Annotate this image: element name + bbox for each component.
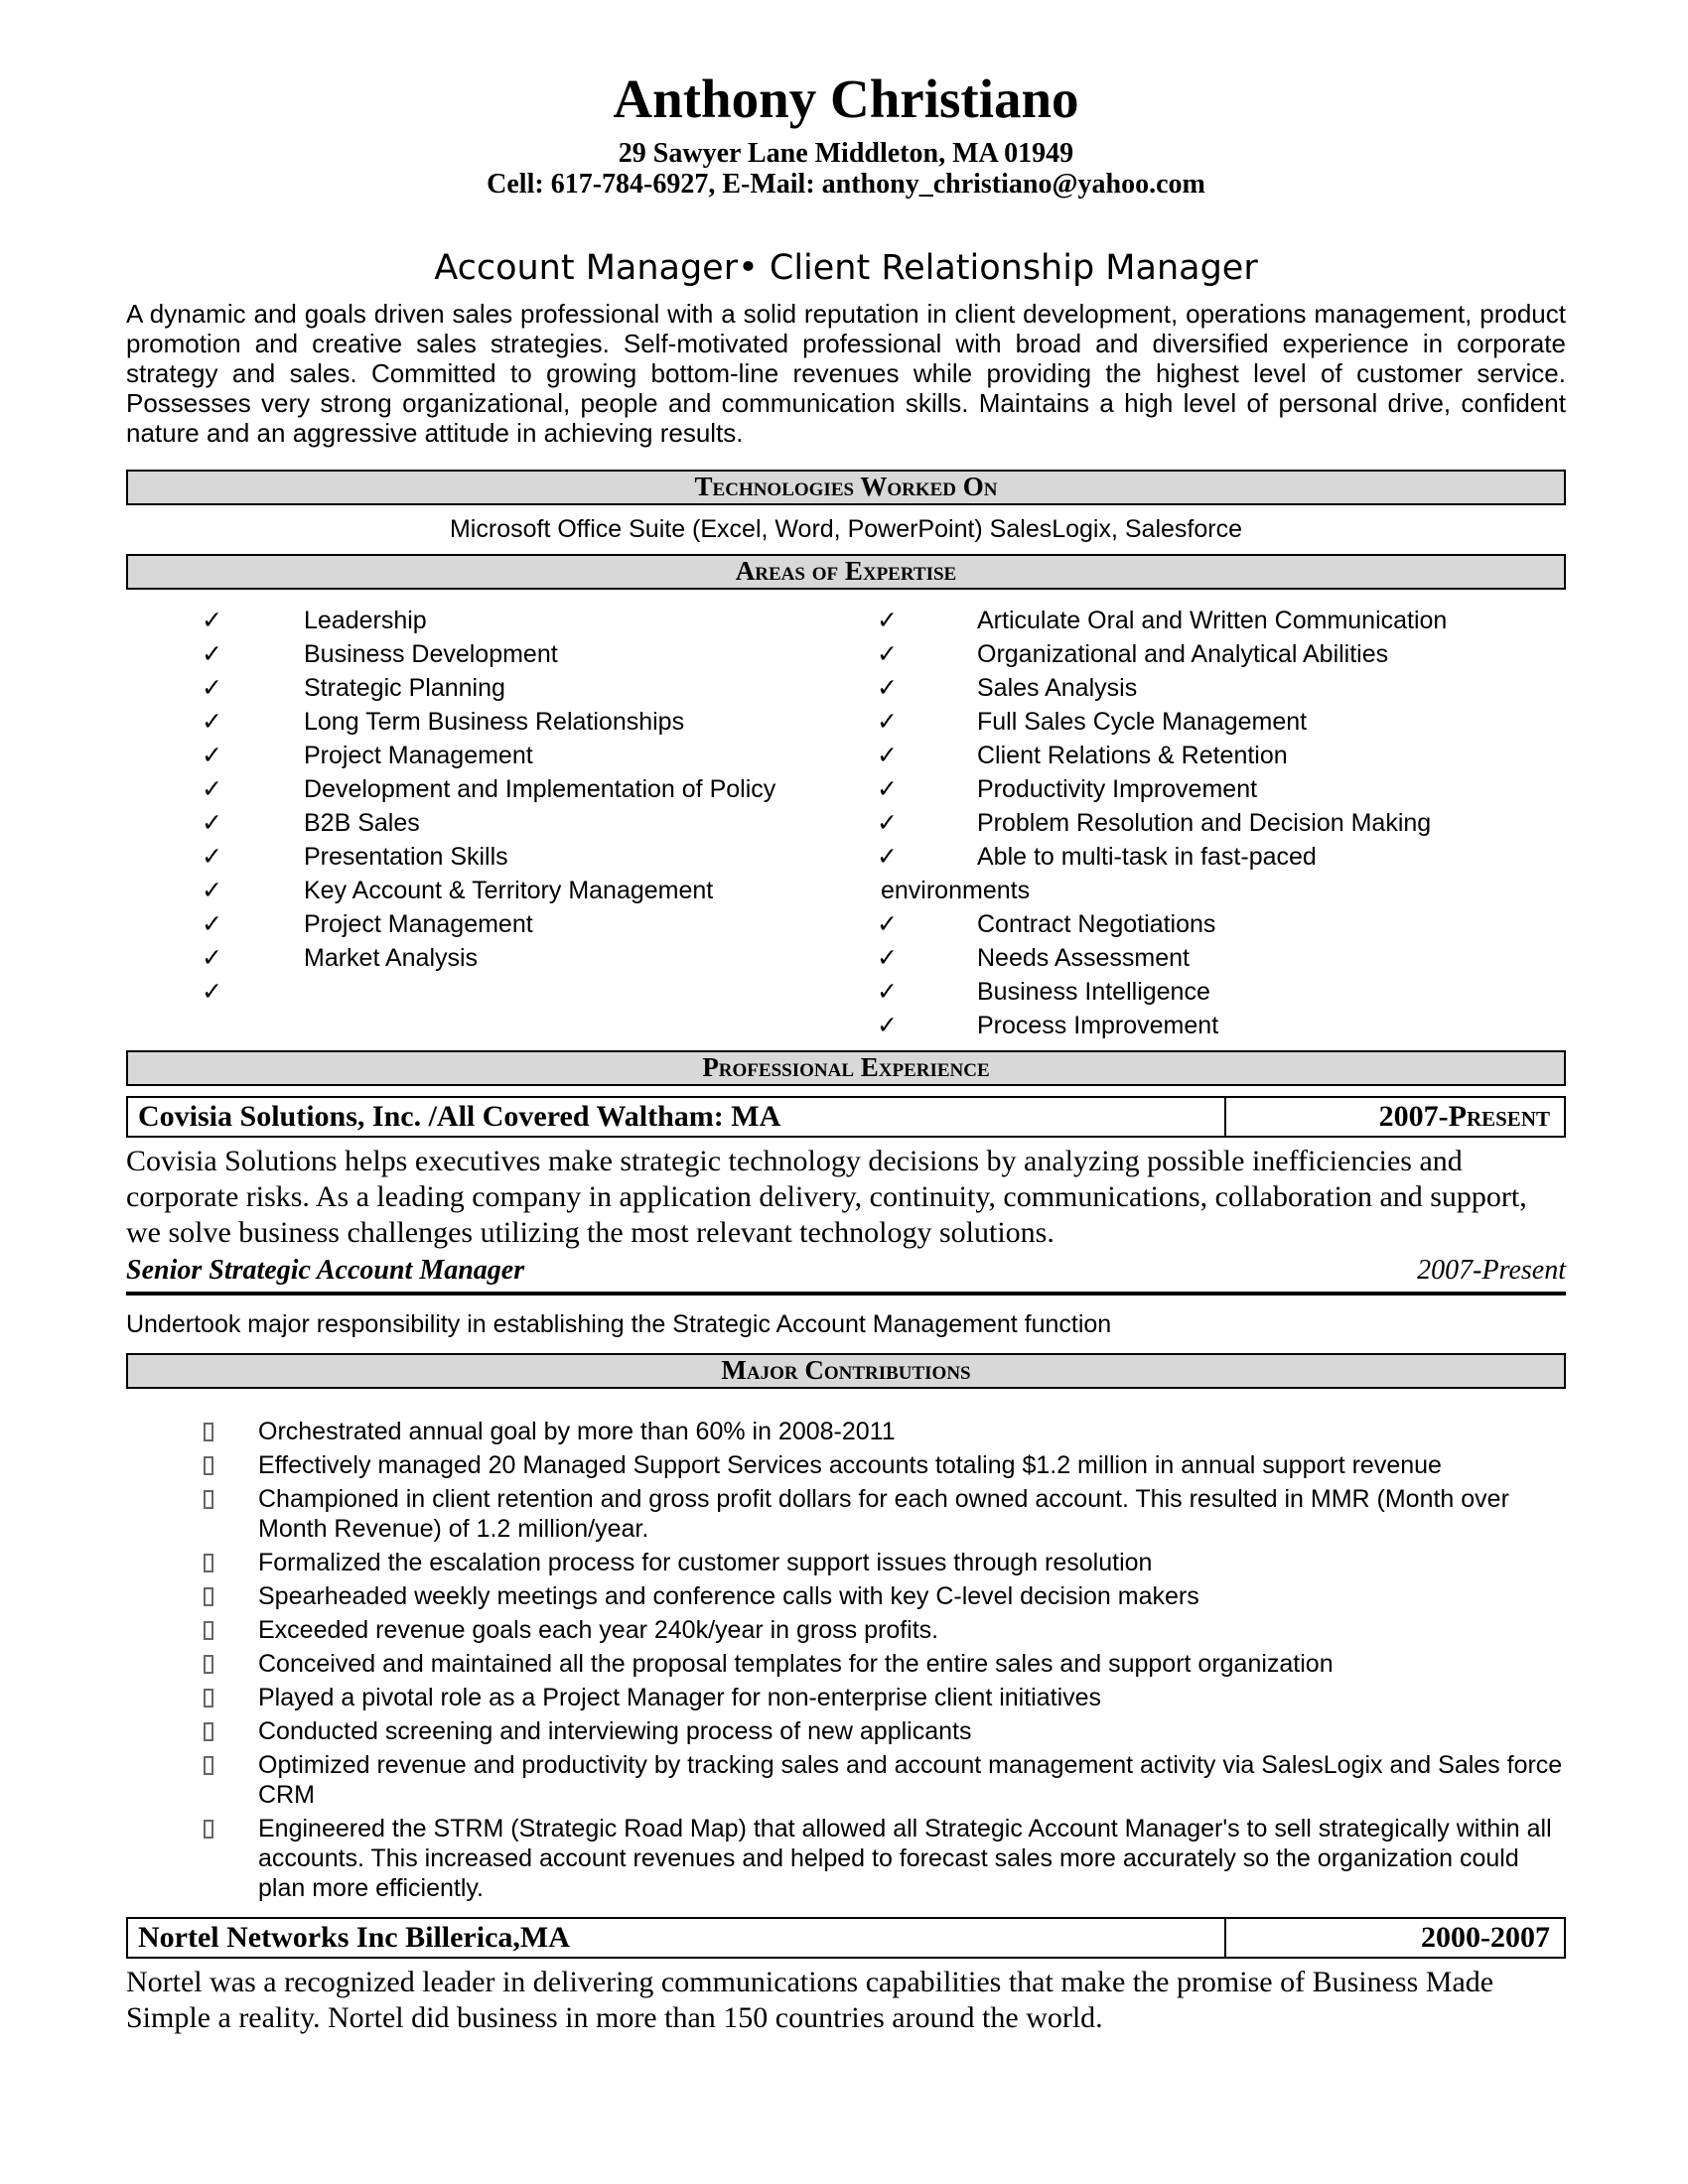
- hollow-box-bullet-icon: [204, 1756, 213, 1775]
- expertise-item: [864, 975, 1566, 1009]
- contribution-text: Exceeded revenue goals each year 240k/year in gross profits.: [258, 1616, 939, 1644]
- expertise-item-label: Productivity Improvement: [977, 775, 1258, 803]
- checkmark-icon: ✓: [202, 910, 222, 938]
- hollow-box-bullet-icon: [204, 1621, 213, 1640]
- hollow-box-bullet-icon: [204, 1581, 258, 1611]
- expertise-item: [126, 772, 864, 806]
- contribution-text: Engineered the STRM (Strategic Road Map) that allowed all Strategic Account Manager's to sell strategically within all accounts. This increased account revenues and helped to forecast sales more accurately so the organization could plan more efficiently.: [258, 1815, 1552, 1902]
- expertise-item-label: Presentation Skills: [304, 843, 508, 871]
- contribution-item: [126, 1548, 1566, 1577]
- contribution-item: [126, 1649, 1566, 1679]
- hollow-box-bullet-icon: [204, 1548, 258, 1577]
- expertise-item-label: B2B Sales: [304, 809, 420, 837]
- expertise-item-label: Problem Resolution and Decision Making: [977, 809, 1432, 837]
- hollow-box-bullet-icon: [204, 1683, 258, 1712]
- checkmark-icon: ✓: [877, 607, 898, 634]
- expertise-item-label: Business Intelligence: [977, 978, 1210, 1006]
- expertise-item: [126, 705, 864, 739]
- contribution-text: Conceived and maintained all the proposal templates for the entire sales and support organization: [258, 1650, 1334, 1678]
- checkmark-icon: ✓: [202, 978, 222, 1006]
- checkmark-icon: ✓: [202, 775, 222, 803]
- hollow-box-bullet-icon: [204, 1615, 258, 1645]
- resume-role-title: Account Manager• Client Relationship Manager: [434, 248, 1258, 288]
- job-description: Covisia Solutions helps executives make strategic technology decisions by analyzing possible inefficiencies and corporate risks. As a leading company in application delivery, continuity, communications, collaboration and support, we solve business challenges utilizing the most relevant technology solutions.: [126, 1145, 1527, 1249]
- hollow-box-bullet-icon: [204, 1689, 213, 1707]
- expertise-item: [126, 907, 864, 941]
- expertise-column-left: [126, 604, 864, 1042]
- technologies-line: Microsoft Office Suite (Excel, Word, PowerPoint) SalesLogix, Salesforce: [449, 515, 1242, 543]
- section-bar-technologies: [126, 470, 1566, 505]
- contribution-item: [126, 1417, 1566, 1446]
- checkmark-icon: ✓: [877, 809, 898, 837]
- expertise-item: [126, 975, 864, 1009]
- hollow-box-bullet-icon: [204, 1490, 213, 1509]
- expertise-item-label: Strategic Planning: [304, 674, 505, 702]
- expertise-item-label: Development and Implementation of Policy: [304, 775, 776, 803]
- expertise-item: [864, 739, 1566, 772]
- checkmark-icon: ✓: [877, 910, 898, 938]
- checkmark-icon: ✓: [877, 708, 898, 736]
- hollow-box-bullet-icon: [204, 1450, 258, 1480]
- contribution-text: Championed in client retention and gross profit dollars for each owned account. This resulted in MMR (Month over Month Revenue) of 1.2 million/year.: [258, 1485, 1509, 1543]
- contribution-item: [126, 1581, 1566, 1611]
- expertise-item-label: Contract Negotiations: [977, 910, 1216, 938]
- expertise-item: [126, 874, 864, 907]
- checkmark-icon: ✓: [202, 944, 222, 972]
- job-header-row: [126, 1096, 1566, 1138]
- position-title-row: [126, 1255, 1566, 1296]
- expertise-item: [864, 637, 1566, 671]
- expertise-item: [864, 806, 1566, 840]
- expertise-item: [126, 637, 864, 671]
- expertise-item-label: Needs Assessment: [977, 944, 1190, 972]
- hollow-box-bullet-icon: [204, 1587, 213, 1606]
- checkmark-icon: ✓: [877, 978, 898, 1006]
- expertise-item-label: Articulate Oral and Written Communication: [977, 607, 1448, 634]
- contribution-text: Spearheaded weekly meetings and conference calls with key C-level decision makers: [258, 1582, 1199, 1610]
- expertise-grid: [126, 604, 1566, 1042]
- resume-contact: Cell: 617-784-6927, E-Mail: anthony_christiano@yahoo.com: [487, 169, 1205, 200]
- expertise-item-label: Process Improvement: [977, 1012, 1219, 1039]
- expertise-item: [864, 907, 1566, 941]
- section-heading-technologies: Technologies Worked On: [694, 472, 998, 501]
- expertise-item-label: [304, 975, 864, 1009]
- section-heading-areas-of-expertise: Areas of Expertise: [735, 556, 957, 586]
- checkmark-icon: ✓: [202, 607, 222, 634]
- expertise-item-label: Long Term Business Relationships: [304, 708, 685, 736]
- contribution-item: [126, 1450, 1566, 1480]
- checkmark-icon: ✓: [202, 843, 222, 871]
- expertise-item: [864, 705, 1566, 739]
- checkmark-icon: ✓: [202, 809, 222, 837]
- expertise-item-label: Business Development: [304, 640, 558, 668]
- checkmark-icon: ✓: [202, 674, 222, 702]
- checkmark-icon: ✓: [877, 843, 898, 871]
- position-dates: 2007-Present: [1417, 1255, 1566, 1286]
- checkmark-icon: ✓: [877, 640, 898, 668]
- expertise-item-label: environments: [881, 877, 1031, 904]
- job-description: Nortel was a recognized leader in delivering communications capabilities that make the promise of Business Made Simple a reality. Nortel did business in more than 150 countries around the world.: [126, 1966, 1494, 2034]
- expertise-item-label: Market Analysis: [304, 944, 479, 972]
- hollow-box-bullet-icon: [204, 1655, 213, 1674]
- expertise-item-label: Leadership: [304, 607, 427, 634]
- hollow-box-bullet-icon: [204, 1484, 258, 1544]
- section-heading-major-contributions: Major Contributions: [721, 1355, 971, 1385]
- hollow-box-bullet-icon: [204, 1750, 258, 1810]
- checkmark-icon: ✓: [202, 708, 222, 736]
- hollow-box-bullet-icon: [204, 1649, 258, 1679]
- expertise-item-label: Organizational and Analytical Abilities: [977, 640, 1389, 668]
- hollow-box-bullet-icon: [204, 1456, 213, 1475]
- expertise-item-label: Project Management: [304, 910, 533, 938]
- job-company: Covisia Solutions, Inc. /All Covered Waltham: MA: [128, 1098, 1226, 1136]
- job-dates: 2007-Present: [1378, 1100, 1550, 1133]
- contribution-text: Effectively managed 20 Managed Support Services accounts totaling $1.2 million in annual support revenue: [258, 1451, 1442, 1479]
- hollow-box-bullet-icon: [204, 1820, 213, 1839]
- expertise-item: [864, 671, 1566, 705]
- contribution-item: [126, 1683, 1566, 1712]
- checkmark-icon: ✓: [877, 775, 898, 803]
- job-header-row: [126, 1917, 1566, 1959]
- checkmark-icon: ✓: [877, 742, 898, 769]
- checkmark-icon: ✓: [877, 944, 898, 972]
- contribution-text: Formalized the escalation process for customer support issues through resolution: [258, 1549, 1153, 1576]
- expertise-item: [126, 739, 864, 772]
- expertise-item: [126, 941, 864, 975]
- position-summary: Undertook major responsibility in establishing the Strategic Account Management function: [126, 1310, 1112, 1338]
- expertise-item-label: Sales Analysis: [977, 674, 1138, 702]
- expertise-item: [864, 840, 1566, 874]
- contribution-item: [126, 1615, 1566, 1645]
- contribution-text: Optimized revenue and productivity by tracking sales and account management activity via SalesLogix and Sales force CRM: [258, 1751, 1563, 1809]
- expertise-item: [126, 840, 864, 874]
- expertise-item: [126, 671, 864, 705]
- section-bar-areas-of-expertise: [126, 554, 1566, 590]
- contribution-item: [126, 1716, 1566, 1746]
- expertise-item: [864, 604, 1566, 637]
- position-title: Senior Strategic Account Manager: [126, 1255, 525, 1286]
- contribution-item: [126, 1484, 1566, 1544]
- job-dates: 2000-2007: [1421, 1921, 1550, 1954]
- expertise-item: [864, 772, 1566, 806]
- hollow-box-bullet-icon: [204, 1716, 258, 1746]
- section-heading-professional-experience: Professional Experience: [702, 1052, 990, 1082]
- section-bar-major-contributions: [126, 1353, 1566, 1389]
- expertise-item-label: Project Management: [304, 742, 533, 769]
- contribution-text: Played a pivotal role as a Project Manager for non-enterprise client initiatives: [258, 1684, 1102, 1711]
- resume-name: Anthony Christiano: [613, 68, 1079, 129]
- expertise-item-label: Client Relations & Retention: [977, 742, 1288, 769]
- hollow-box-bullet-icon: [204, 1417, 258, 1446]
- expertise-item: [864, 941, 1566, 975]
- hollow-box-bullet-icon: [204, 1554, 213, 1572]
- checkmark-icon: ✓: [202, 640, 222, 668]
- expertise-item-label: Full Sales Cycle Management: [977, 708, 1308, 736]
- resume-address: 29 Sawyer Lane Middleton, MA 01949: [618, 138, 1074, 169]
- contributions-list: [126, 1417, 1566, 1903]
- expertise-item: [126, 604, 864, 637]
- hollow-box-bullet-icon: [204, 1814, 258, 1903]
- contribution-text: Conducted screening and interviewing process of new applicants: [258, 1717, 972, 1745]
- checkmark-icon: ✓: [202, 742, 222, 769]
- contribution-item: [126, 1750, 1566, 1810]
- expertise-item: [864, 1009, 1566, 1042]
- summary-paragraph: A dynamic and goals driven sales professional with a solid reputation in client development, operations management, product promotion and creative sales strategies. Self-motivated professional with broad and diversified experience in corporate strategy and sales. Committed to growing bottom-line revenues while providing the highest level of customer service. Possesses very strong organizational, people and communication skills. Maintains a high level of personal drive, confident nature and an aggressive attitude in achieving results.: [126, 299, 1566, 448]
- section-bar-professional-experience: [126, 1050, 1566, 1086]
- hollow-box-bullet-icon: [204, 1423, 213, 1441]
- job-company: Nortel Networks Inc Billerica,MA: [128, 1919, 1226, 1957]
- checkmark-icon: ✓: [202, 877, 222, 904]
- contribution-item: [126, 1814, 1566, 1903]
- expertise-item-label: Key Account & Territory Management: [304, 877, 714, 904]
- contribution-text: Orchestrated annual goal by more than 60% in 2008-2011: [258, 1418, 896, 1445]
- expertise-item-label: Able to multi-task in fast-paced: [977, 843, 1317, 871]
- expertise-item: [126, 806, 864, 840]
- expertise-column-right: [864, 604, 1566, 1042]
- expertise-item: [864, 874, 1566, 907]
- hollow-box-bullet-icon: [204, 1722, 213, 1741]
- checkmark-icon: ✓: [877, 674, 898, 702]
- checkmark-icon: ✓: [877, 1012, 898, 1039]
